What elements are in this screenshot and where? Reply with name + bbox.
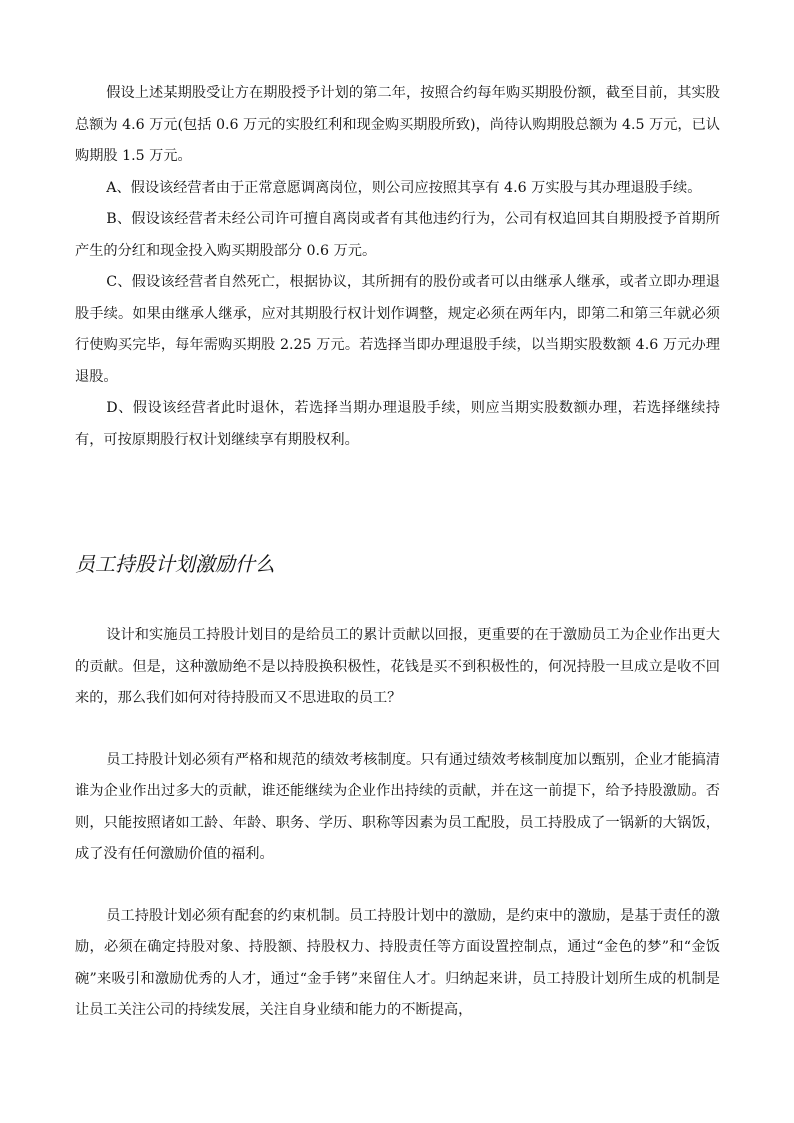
scenario-b-paragraph: B、假设该经营者未经公司许可擅自离岗或者有其他违约行为，公司有权追回其自期股授予首期所产生的分红和现金投入购买期股部分 0.6 万元。 (75, 211, 720, 259)
purpose-paragraph: 设计和实施员工持股计划目的是给员工的累计贡献以回报，更重要的在于激励员工为企业作出更大的贡献。但是，这种激励绝不是以持股换积极性，花钱是买不到积极性的，何况持股一旦成立是收不回来的，那么我们如何对待持股而又不思进取的员工？ (75, 627, 720, 706)
scenario-c-paragraph: C、假设该经营者自然死亡，根据协议，其所拥有的股份或者可以由继承人继承，或者立即办理退股手续。如果由继承人继承，应对其期股行权计划作调整，规定必须在两年内，即第二和第三年就必须行使购买完毕，每年需购买期股 2.25 万元。若选择当即办理退股手续，以当期实股数额 4.6 万元办理退股。 (75, 274, 720, 385)
section-heading: 员工持股计划激励什么 (75, 552, 275, 576)
esop-incentive-section (75, 620, 720, 1057)
scenario-a-paragraph: A、假设该经营者由于正常意愿调离岗位，则公司应按照其享有 4.6 万实股与其办理退股手续。 (106, 179, 702, 196)
option-scenarios-section (75, 78, 720, 456)
performance-appraisal-paragraph: 员工持股计划必须有严格和规范的绩效考核制度。只有通过绩效考核制度加以甄别，企业才能搞清谁为企业作出过多大的贡献，谁还能继续为企业作出持续的贡献，并在这一前提下，给予持股激励。否则，只能按照诸如工龄、年龄、职务、学历、职称等因素为员工配股，员工持股成了一锅新的大锅饭，成了没有任何激励价值的福利。 (75, 751, 720, 862)
scenario-intro-paragraph: 假设上述某期股受让方在期股授予计划的第二年，按照合约每年购买期股份额，截至目前，其实股总额为 4.6 万元(包括 0.6 万元的实股红利和现金购买期股所致)，尚待认购期股总额为 4.5 万元，已认购期股 1.5 万元。 (75, 85, 720, 164)
scenario-d-paragraph: D、假设该经营者此时退休，若选择当期办理退股手续，则应当期实股数额办理，若选择继续持有，可按原期股行权计划继续享有期股权利。 (75, 400, 720, 448)
constraint-mechanism-paragraph: 员工持股计划必须有配套的约束机制。员工持股计划中的激励，是约束中的激励，是基于责任的激励，必须在确定持股对象、持股额、持股权力、持股责任等方面设置控制点，通过“金色的梦”和“金饭碗”来吸引和激励优秀的人才，通过“金手铐”来留住人才。归纳起来讲，员工持股计划所生成的机制是让员工关注公司的持续发展，关注自身业绩和能力的不断提高， (75, 907, 720, 1018)
